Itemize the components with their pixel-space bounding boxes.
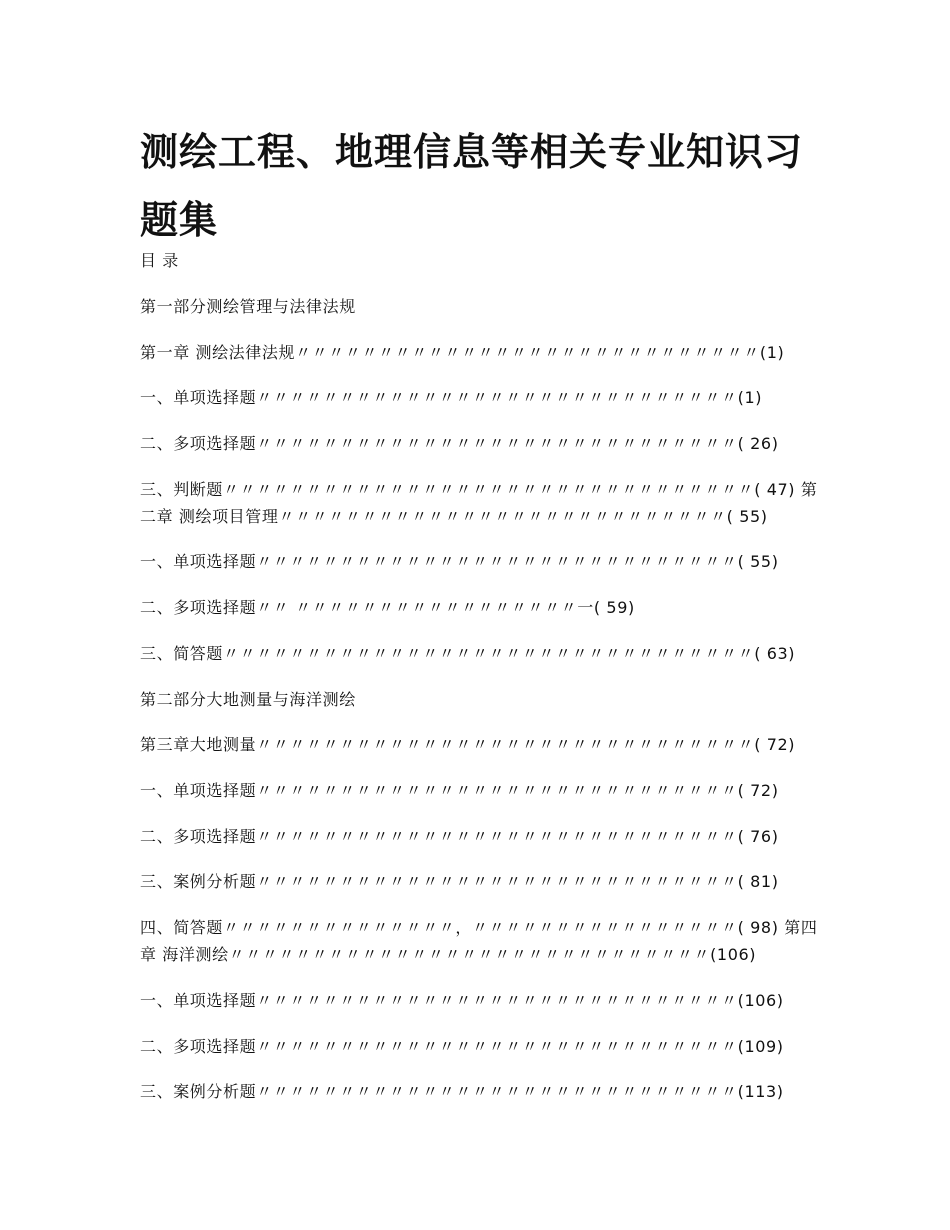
toc-entry: 三、案例分析题〃〃〃〃〃〃〃〃〃〃〃〃〃〃〃〃〃〃〃〃〃〃〃〃〃〃〃〃〃( 81) xyxy=(140,872,779,891)
toc-entry: 三、案例分析题〃〃〃〃〃〃〃〃〃〃〃〃〃〃〃〃〃〃〃〃〃〃〃〃〃〃〃〃〃(113) xyxy=(140,1082,784,1101)
toc-entry: 二、多项选择题〃〃〃〃〃〃〃〃〃〃〃〃〃〃〃〃〃〃〃〃〃〃〃〃〃〃〃〃〃( 76) xyxy=(140,827,779,846)
toc-entry: 一、单项选择题〃〃〃〃〃〃〃〃〃〃〃〃〃〃〃〃〃〃〃〃〃〃〃〃〃〃〃〃〃(106) xyxy=(140,991,784,1010)
toc-entry: 二、多项选择题〃〃〃〃〃〃〃〃〃〃〃〃〃〃〃〃〃〃〃〃〃〃〃〃〃〃〃〃〃( 26) xyxy=(140,434,779,453)
toc-part-heading: 第二部分大地测量与海洋测绘 xyxy=(140,690,356,709)
toc-entry: 第一章 测绘法律法规〃〃〃〃〃〃〃〃〃〃〃〃〃〃〃〃〃〃〃〃〃〃〃〃〃〃〃〃(1) xyxy=(140,343,785,362)
toc-entry: 一、单项选择题〃〃〃〃〃〃〃〃〃〃〃〃〃〃〃〃〃〃〃〃〃〃〃〃〃〃〃〃〃( 72) xyxy=(140,781,779,800)
toc-entry: 一、单项选择题〃〃〃〃〃〃〃〃〃〃〃〃〃〃〃〃〃〃〃〃〃〃〃〃〃〃〃〃〃( 55) xyxy=(140,552,779,571)
toc-heading: 目 录 xyxy=(140,251,179,270)
toc-entry: 四、简答题〃〃〃〃〃〃〃〃〃〃〃〃〃〃，〃〃〃〃〃〃〃〃〃〃〃〃〃〃〃〃( 98) 第四章 海洋测绘〃〃〃〃〃〃〃〃〃〃〃〃〃〃〃〃〃〃〃〃〃〃〃〃〃〃〃〃〃(106) xyxy=(140,918,818,964)
toc-entry: 第三章大地测量〃〃〃〃〃〃〃〃〃〃〃〃〃〃〃〃〃〃〃〃〃〃〃〃〃〃〃〃〃〃( 72) xyxy=(140,735,796,754)
toc-entry: 二、多项选择题〃〃 〃〃〃〃〃〃〃〃〃〃〃〃〃〃〃〃〃一( 59) xyxy=(140,598,635,617)
toc-entry: 一、单项选择题〃〃〃〃〃〃〃〃〃〃〃〃〃〃〃〃〃〃〃〃〃〃〃〃〃〃〃〃〃(1) xyxy=(140,388,763,407)
document-title: 测绘工程、地理信息等相关专业知识习题集 xyxy=(140,130,804,242)
toc-entry: 三、判断题〃〃〃〃〃〃〃〃〃〃〃〃〃〃〃〃〃〃〃〃〃〃〃〃〃〃〃〃〃〃〃〃( 47) 第二章 测绘项目管理〃〃〃〃〃〃〃〃〃〃〃〃〃〃〃〃〃〃〃〃〃〃〃〃〃〃〃( 55) xyxy=(140,480,818,526)
toc-entry: 三、简答题〃〃〃〃〃〃〃〃〃〃〃〃〃〃〃〃〃〃〃〃〃〃〃〃〃〃〃〃〃〃〃〃( 63) xyxy=(140,644,796,663)
toc-entry: 二、多项选择题〃〃〃〃〃〃〃〃〃〃〃〃〃〃〃〃〃〃〃〃〃〃〃〃〃〃〃〃〃(109) xyxy=(140,1037,784,1056)
toc-part-heading: 第一部分测绘管理与法律法规 xyxy=(140,297,356,316)
